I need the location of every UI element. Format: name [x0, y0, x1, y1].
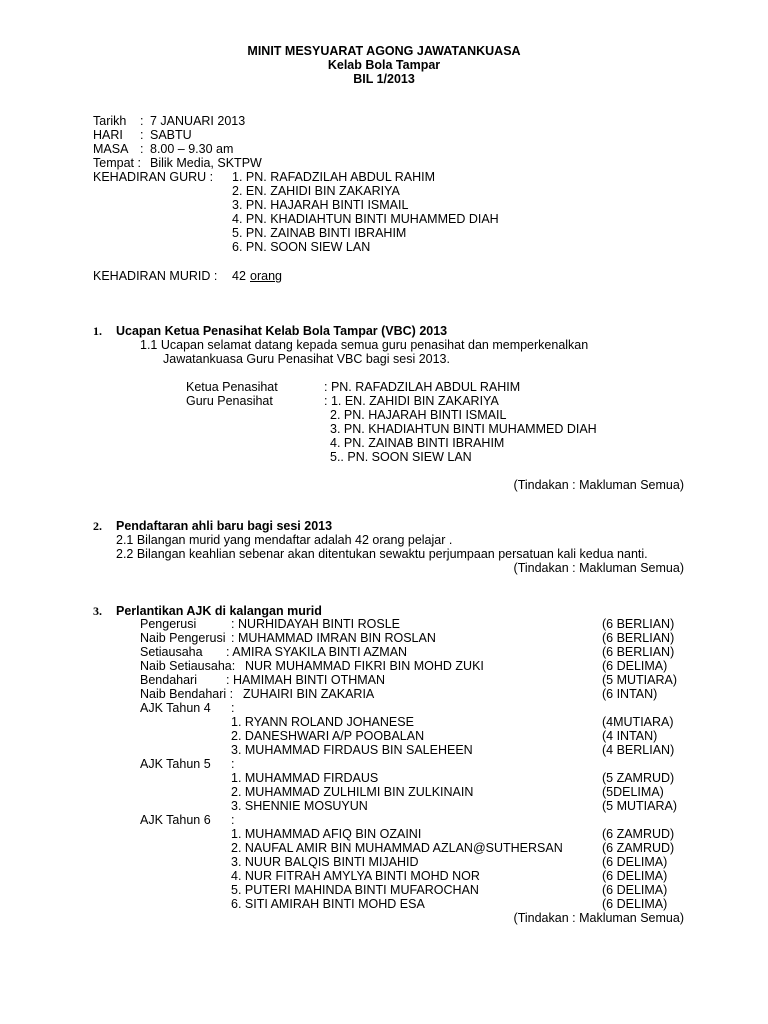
officer-class: (6 BERLIAN) — [602, 617, 675, 631]
document-bil: BIL 1/2013 — [353, 72, 415, 86]
guru-item: 3. PN. HAJARAH BINTI ISMAIL — [232, 198, 409, 212]
ajk-member-class: (4 INTAN) — [602, 729, 658, 743]
guru-item: 1. PN. RAFADZILAH ABDUL RAHIM — [232, 170, 436, 184]
officer-name: NUR MUHAMMAD FIKRI BIN MOHD ZUKI — [245, 659, 484, 673]
ajk-tahun5-label: AJK Tahun 5 — [140, 757, 211, 771]
section1-title: Ucapan Ketua Penasihat Kelab Bola Tampar (VBC) 2013 — [116, 324, 448, 338]
masa-colon: : — [140, 142, 144, 156]
section3-action: (Tindakan : Makluman Semua) — [513, 911, 684, 925]
ajk-member-class: (6 DELIMA) — [602, 855, 668, 869]
officer-role: Naib Bendahari : — [140, 687, 234, 701]
kehadiran-guru-label: KEHADIRAN GURU : — [93, 170, 214, 184]
kehadiran-murid-label: KEHADIRAN MURID : — [93, 269, 218, 283]
officer-name: : MUHAMMAD IMRAN BIN ROSLAN — [231, 631, 436, 645]
guru-penasihat-item: 2. PN. HAJARAH BINTI ISMAIL — [330, 408, 507, 422]
officer-name: : AMIRA SYAKILA BINTI AZMAN — [226, 645, 408, 659]
section3-title: Perlantikan AJK di kalangan murid — [116, 604, 322, 618]
officer-role: Naib Setiausaha: — [140, 659, 236, 673]
tempat-label: Tempat : — [93, 156, 141, 170]
ajk-member-name: 2. DANESHWARI A/P POOBALAN — [231, 729, 425, 743]
ajk-member-class: (4MUTIARA) — [602, 715, 674, 729]
ajk-tahun4-colon: : — [231, 701, 235, 715]
kehadiran-murid-unit: orang — [250, 269, 282, 283]
ajk-member-name: 2. MUHAMMAD ZULHILMI BIN ZULKINAIN — [231, 785, 474, 799]
tarikh-label: Tarikh — [93, 114, 127, 128]
officer-class: (6 BERLIAN) — [602, 645, 675, 659]
officer-class: (6 INTAN) — [602, 687, 658, 701]
hari-label: HARI — [93, 128, 123, 142]
ajk-member-class: (6 DELIMA) — [602, 869, 668, 883]
officer-name: : HAMIMAH BINTI OTHMAN — [226, 673, 386, 687]
section1-item: 1.1 Ucapan selamat datang kepada semua guru penasihat dan memperkenalkan — [140, 338, 589, 352]
section3-number: 3. — [93, 604, 102, 618]
ajk-tahun6-label: AJK Tahun 6 — [140, 813, 211, 827]
ajk-tahun5-colon: : — [231, 757, 235, 771]
ajk-member-class: (4 BERLIAN) — [602, 743, 675, 757]
ajk-tahun4-label: AJK Tahun 4 — [140, 701, 211, 715]
ajk-member-name: 6. SITI AMIRAH BINTI MOHD ESA — [231, 897, 425, 911]
ajk-member-name: 1. RYANN ROLAND JOHANESE — [231, 715, 414, 729]
ketua-penasihat-label: Ketua Penasihat — [186, 380, 278, 394]
section2-number: 2. — [93, 519, 102, 533]
ajk-member-class: (5 ZAMRUD) — [602, 771, 675, 785]
guru-penasihat-item: 4. PN. ZAINAB BINTI IBRAHIM — [330, 436, 505, 450]
ketua-penasihat-value: : PN. RAFADZILAH ABDUL RAHIM — [324, 380, 521, 394]
guru-penasihat-label: Guru Penasihat — [186, 394, 273, 408]
officer-class: (6 DELIMA) — [602, 659, 668, 673]
officer-class: (5 MUTIARA) — [602, 673, 677, 687]
guru-item: 2. EN. ZAHIDI BIN ZAKARIYA — [232, 184, 400, 198]
section1-item-cont: Jawatankuasa Guru Penasihat VBC bagi sesi 2013. — [163, 352, 450, 366]
section2-item: 2.2 Bilangan keahlian sebenar akan ditentukan sewaktu perjumpaan persatuan kali kedua nanti. — [116, 547, 648, 561]
officer-name: ZUHAIRI BIN ZAKARIA — [243, 687, 375, 701]
ajk-member-class: (6 DELIMA) — [602, 897, 668, 911]
masa-value: 8.00 – 9.30 am — [150, 142, 234, 156]
officer-role: Bendahari — [140, 673, 197, 687]
officer-role: Pengerusi — [140, 617, 197, 631]
section1-action: (Tindakan : Makluman Semua) — [513, 478, 684, 492]
ajk-member-name: 3. SHENNIE MOSUYUN — [231, 799, 368, 813]
section2-item: 2.1 Bilangan murid yang mendaftar adalah 42 orang pelajar . — [116, 533, 453, 547]
document-subtitle: Kelab Bola Tampar — [327, 58, 441, 72]
section2-title: Pendaftaran ahli baru bagi sesi 2013 — [116, 519, 333, 533]
document-title: MINIT MESYUARAT AGONG JAWATANKUASA — [247, 44, 521, 58]
guru-penasihat-item: 3. PN. KHADIAHTUN BINTI MUHAMMED DIAH — [330, 422, 597, 436]
officer-role: Naib Pengerusi — [140, 631, 226, 645]
officer-name: : NURHIDAYAH BINTI ROSLE — [231, 617, 401, 631]
hari-colon: : — [140, 128, 144, 142]
ajk-member-name: 5. PUTERI MAHINDA BINTI MUFAROCHAN — [231, 883, 479, 897]
guru-item: 5. PN. ZAINAB BINTI IBRAHIM — [232, 226, 407, 240]
hari-value: SABTU — [150, 128, 192, 142]
ajk-member-name: 1. MUHAMMAD FIRDAUS — [231, 771, 379, 785]
section2-action: (Tindakan : Makluman Semua) — [513, 561, 684, 575]
ajk-member-class: (6 DELIMA) — [602, 883, 668, 897]
ajk-member-class: (5DELIMA) — [602, 785, 664, 799]
ajk-member-name: 2. NAUFAL AMIR BIN MUHAMMAD AZLAN@SUTHERSAN — [231, 841, 563, 855]
officer-role: Setiausaha — [140, 645, 203, 659]
ajk-member-name: 1. MUHAMMAD AFIQ BIN OZAINI — [231, 827, 422, 841]
guru-penasihat-item: : 1. EN. ZAHIDI BIN ZAKARIYA — [324, 394, 499, 408]
section1-number: 1. — [93, 324, 102, 338]
ajk-tahun6-colon: : — [231, 813, 235, 827]
officer-class: (6 BERLIAN) — [602, 631, 675, 645]
ajk-member-class: (5 MUTIARA) — [602, 799, 677, 813]
ajk-member-class: (6 ZAMRUD) — [602, 827, 675, 841]
tarikh-colon: : — [140, 114, 144, 128]
guru-item: 4. PN. KHADIAHTUN BINTI MUHAMMED DIAH — [232, 212, 499, 226]
masa-label: MASA — [93, 142, 129, 156]
guru-penasihat-item: 5.. PN. SOON SIEW LAN — [330, 450, 472, 464]
guru-item: 6. PN. SOON SIEW LAN — [232, 240, 371, 254]
kehadiran-murid-count: 42 — [232, 269, 246, 283]
ajk-member-class: (6 ZAMRUD) — [602, 841, 675, 855]
tarikh-value: 7 JANUARI 2013 — [150, 114, 246, 128]
ajk-member-name: 3. MUHAMMAD FIRDAUS BIN SALEHEEN — [231, 743, 473, 757]
ajk-member-name: 3. NUUR BALQIS BINTI MIJAHID — [231, 855, 419, 869]
ajk-member-name: 4. NUR FITRAH AMYLYA BINTI MOHD NOR — [231, 869, 480, 883]
tempat-value: Bilik Media, SKTPW — [150, 156, 262, 170]
